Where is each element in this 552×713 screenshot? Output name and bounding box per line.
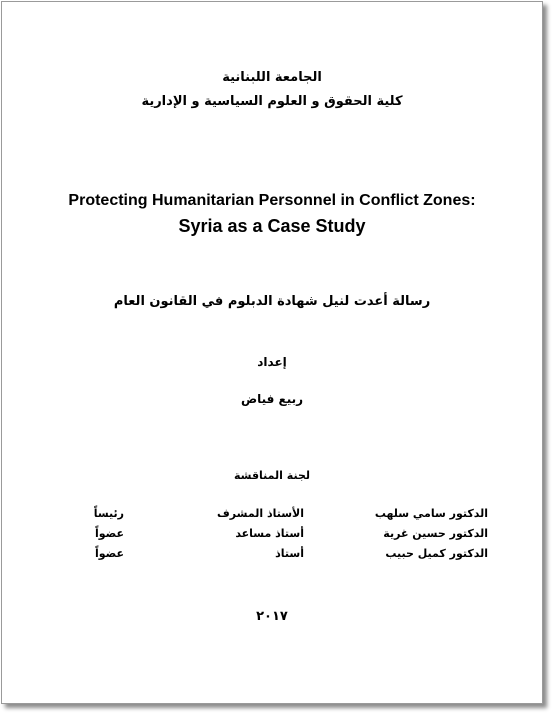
member-role: عضواً	[94, 547, 124, 560]
member-name: الدكتور حسين غرية	[383, 527, 488, 540]
thesis-statement: رسالة أعدت لنيل شهادة الدبلوم في القانون العام	[113, 294, 431, 309]
thesis-title-line-2: Syria as a Case Study	[178, 216, 366, 236]
document-page	[1, 1, 543, 704]
member-name: الدكتور كميل حبيب	[385, 547, 488, 560]
thesis-title-line-1: Protecting Humanitarian Personnel in Conflict Zones:	[68, 192, 476, 209]
committee-member-row	[2, 527, 542, 547]
member-role: رئيساً	[93, 507, 124, 520]
university-name: الجامعة اللبنانية	[222, 70, 322, 85]
prepared-by-label: إعداد	[257, 355, 287, 369]
member-rank: الأستاذ المشرف	[217, 507, 304, 520]
member-name: الدكتور سامي سلهب	[374, 507, 488, 520]
year: ٢٠١٧	[256, 609, 288, 624]
author-name: ربيع فياض	[240, 392, 304, 406]
committee-member-row	[2, 547, 542, 567]
committee-list	[2, 507, 542, 567]
committee-title: لجنة المناقشة	[233, 469, 310, 482]
committee-member-row	[2, 507, 542, 527]
faculty-name: كلية الحقوق و العلوم السياسية و الإدارية	[141, 94, 403, 109]
member-role: عضواً	[94, 527, 124, 540]
member-rank: أستاذ مساعد	[235, 527, 304, 540]
member-rank: أستاذ	[275, 547, 304, 560]
